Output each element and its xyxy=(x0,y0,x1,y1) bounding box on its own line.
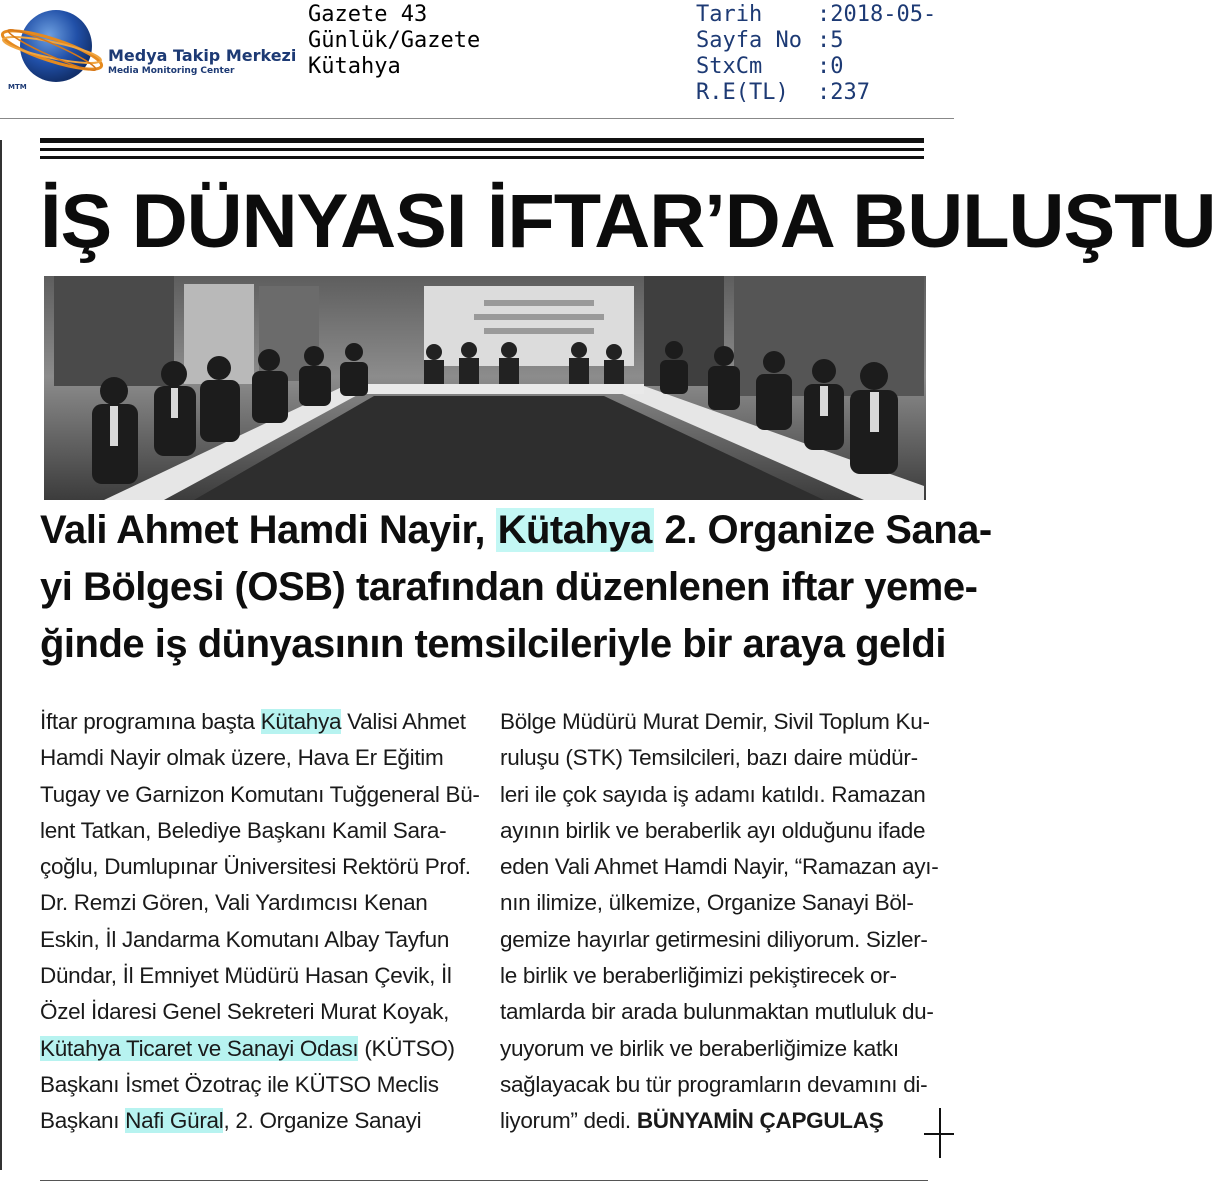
text-line: Başkanı İsmet Özotraç ile KÜTSO Meclis xyxy=(40,1071,439,1097)
highlight-keyword: Nafi Güral xyxy=(125,1108,224,1134)
text-line: Tugay ve Garnizon Komutanı Tuğgeneral Bü- xyxy=(40,781,480,807)
text-line: liyorum” dedi. BÜNYAMİN ÇAPGULAŞ xyxy=(500,1108,884,1134)
publication-type: Günlük/Gazete xyxy=(308,28,481,53)
author-byline: BÜNYAMİN ÇAPGULAŞ xyxy=(636,1108,884,1134)
top-rule xyxy=(40,148,924,151)
highlight-keyword: Kütahya xyxy=(497,508,652,552)
article-headline: İŞ DÜNYASI İFTAR’DA BULUŞTU xyxy=(40,179,1216,264)
publication-info xyxy=(308,2,480,80)
text-line: gemize hayırlar getirmesini diliyorum. Sizler- xyxy=(500,926,928,952)
crop-mark xyxy=(924,1133,954,1135)
text-line: ruluşu (STK) Temsilcileri, bazı daire müdür- xyxy=(500,745,918,771)
logo-subtitle: Media Monitoring Center xyxy=(108,66,235,76)
article-column-2 xyxy=(500,704,939,1140)
text-line: leri ile çok sayıda iş adamı katıldı. Ramazan xyxy=(500,781,926,807)
text-line: Başkanı Nafi Güral, 2. Organize Sanayi xyxy=(40,1108,422,1134)
top-rule xyxy=(40,138,924,143)
text-line: Özel İdaresi Genel Sekreteri Murat Koyak, xyxy=(40,999,450,1025)
article-column-1 xyxy=(40,704,480,1140)
text-line: Bölge Müdürü Murat Demir, Sivil Toplum Ku- xyxy=(500,709,930,734)
header-divider xyxy=(0,118,954,119)
publication-name: Gazete 43 xyxy=(308,2,428,27)
text-line: Hamdi Nayir olmak üzere, Hava Er Eğitim xyxy=(40,745,444,771)
mtm-logo xyxy=(0,4,310,94)
globe-icon xyxy=(0,4,110,94)
logo-title: Medya Takip Merkezi xyxy=(108,46,297,65)
text-line: nın ilimize, ülkemize, Organize Sanayi Böl- xyxy=(500,890,914,916)
clipping-meta xyxy=(696,2,954,106)
subheadline-line: Vali Ahmet Hamdi Nayir, Kütahya 2. Organize Sana- xyxy=(40,508,992,552)
monitoring-header xyxy=(0,0,954,118)
clipping-border xyxy=(0,140,2,1170)
logo-initials: MTM xyxy=(8,83,27,91)
text-line: ayının birlik ve beraberlik ayı olduğunu ifade xyxy=(500,817,926,843)
text-line: Dr. Remzi Gören, Vali Yardımcısı Kenan xyxy=(40,890,428,916)
text-line: tamlarda bir arada bulunmaktan mutluluk du- xyxy=(500,999,934,1025)
article-subheadline xyxy=(40,502,992,673)
text-line: Kütahya Ticaret ve Sanayi Odası (KÜTSO) xyxy=(40,1035,455,1061)
bottom-rule xyxy=(40,1180,928,1181)
text-line: eden Vali Ahmet Hamdi Nayir, “Ramazan ayı- xyxy=(500,854,939,880)
article-photo xyxy=(44,276,926,500)
text-line: sağlayacak bu tür programların devamını di- xyxy=(500,1071,928,1097)
publication-city: Kütahya xyxy=(308,54,401,79)
highlight-keyword: Kütahya xyxy=(260,709,342,734)
text-line: Eskin, İl Jandarma Komutanı Albay Tayfun xyxy=(40,926,450,952)
meta-row-ad-value: R.E(TL) :237 xyxy=(696,80,870,105)
text-line: yuyorum ve birlik ve beraberliğimize katkı xyxy=(500,1035,899,1061)
meta-row-stxcm: StxCm :0 xyxy=(696,54,844,79)
meta-row-page: Sayfa No :5 xyxy=(696,28,844,53)
text-line: le birlik ve beraberliğimizi pekiştirecek or- xyxy=(500,963,897,989)
text-line: çoğlu, Dumlupınar Üniversitesi Rektörü Prof. xyxy=(40,854,471,880)
highlight-keyword: Kütahya Ticaret ve Sanayi Odası xyxy=(40,1035,359,1061)
text-line: lent Tatkan, Belediye Başkanı Kamil Sara- xyxy=(40,817,447,843)
subheadline-line: ğinde iş dünyasının temsilcileriyle bir araya geldi xyxy=(40,622,946,666)
meta-row-date: Tarih :2018-05- xyxy=(696,2,937,27)
subheadline-line: yi Bölgesi (OSB) tarafından düzenlenen iftar yeme- xyxy=(40,565,978,609)
text-line: Dündar, İl Emniyet Müdürü Hasan Çevik, İl xyxy=(40,963,452,989)
text-line: İftar programına başta Kütahya Valisi Ahmet xyxy=(40,709,466,734)
top-rule xyxy=(40,156,924,159)
